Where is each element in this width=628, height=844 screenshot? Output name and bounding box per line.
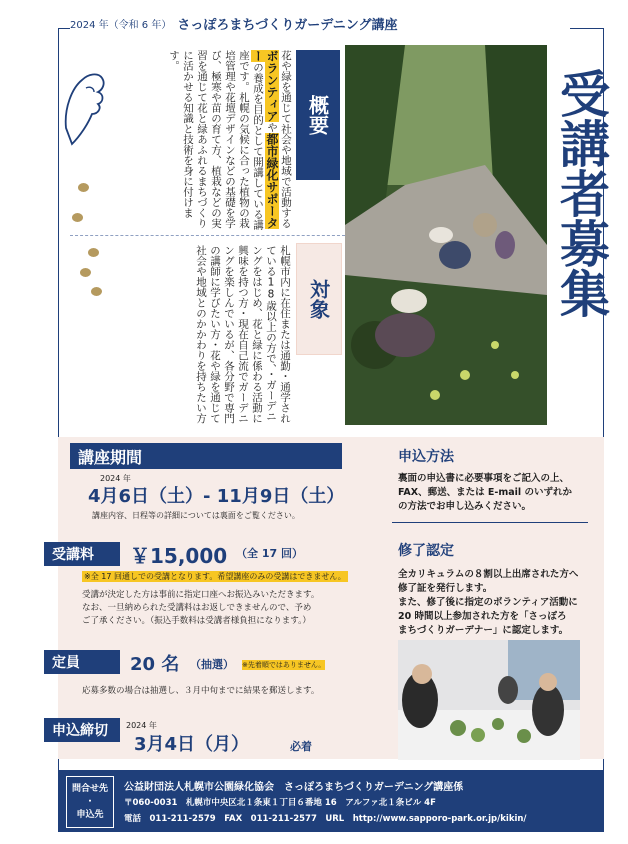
capacity-note: ※先着順ではありません。 [242, 661, 326, 669]
target-tab: 対象 [296, 243, 342, 355]
overview-text [125, 50, 293, 230]
footer-contact: 電話 011-211-2579 FAX 011-211-2577 URL http://www.sapporo-park.or.jp/kikin/ [124, 814, 527, 824]
seed-icon [80, 268, 91, 277]
overview-line: 知識と技術を身に付けます。 [168, 50, 194, 218]
overview-line: 植栽などの実習を通じて花と緑 [196, 50, 222, 229]
period-dates: 4月6日（土）- 11月9日（土） [88, 486, 345, 507]
apply-title: 申込方法 [398, 449, 454, 465]
overview-line: 管理や花壇デザインなどの基礎 [224, 60, 236, 208]
header [70, 12, 570, 34]
seed-icon [88, 248, 99, 257]
footer-org: 公益財団法人札幌市公園緑化協会 さっぽろまちづくりガーデニング講座係 [124, 782, 464, 793]
cert-line: 修了証を発行します。 [398, 583, 493, 594]
right-divider [392, 522, 588, 523]
fee-highlight-note: ※全 17 回通しでの受講となります。希望講座のみの受講はできません。 [84, 572, 346, 581]
overview-line: の [252, 62, 264, 73]
seed-icon [78, 183, 89, 192]
fee-line: ご了承ください。（振込手数料は受講者様負担になります。） [82, 616, 311, 626]
period-year: 2024 年 [100, 474, 131, 483]
overview-line: 講座です。 [238, 50, 264, 230]
capacity-line: 応募多数の場合は抽選し、３月中旬までに結果を郵送します。 [82, 686, 320, 696]
contact-footer [58, 770, 604, 832]
capacity-type: （抽選） [190, 658, 234, 671]
apply-line: FAX、郵送、または E-mail のいずれか [398, 487, 572, 498]
fee-bar: 受講料 [44, 542, 120, 566]
target-line: 緑に係わる活動に興味を持つ方 [237, 245, 263, 424]
deadline-date: 3月4日（月） [134, 734, 250, 755]
contact-tag-line: ・ [85, 796, 95, 807]
overview-line: を学び、極寒や苗の育て方、 [210, 50, 236, 229]
cert-line: 全カリキュラムの８割以上出席された方へ [398, 569, 579, 580]
target-line: ・ガーデニングをはじめ、花と [251, 245, 277, 422]
target-text [140, 245, 292, 425]
overview-line: 花や緑を通じて社会や地域で活 [280, 50, 292, 197]
deadline-suffix: 必着 [290, 740, 312, 753]
fee-count: （全 17 回） [236, 547, 303, 560]
overview-tab: 概要 [296, 50, 340, 180]
overview-line: あふれるまちづくりに活かせる [182, 50, 208, 229]
section-divider [70, 235, 345, 236]
header-title: さっぽろまちづくりガーデニング講座 [177, 17, 398, 33]
fee-amount: ￥15,000 [130, 544, 228, 568]
overview-line: 養成を目的として開講している [252, 72, 264, 220]
period-note: 講座内容、日程等の詳細については裏面をご覧ください。 [92, 511, 300, 520]
cert-line: まちづくりガーデナー」に認定します。 [398, 625, 569, 636]
overview-line: や [266, 122, 278, 133]
target-line: のかかわりを持ちたい方 [195, 308, 207, 424]
cert-line: 20 時間以上参加された方を「さっぽろ [398, 611, 567, 622]
cert-line: また、修了後に指定のボランティア活動に [398, 597, 578, 608]
cert-title: 修了認定 [398, 543, 454, 559]
target-line: 楽しんでいるが、各分野で専門 [223, 276, 235, 424]
overview-line: 動する [280, 197, 292, 229]
recruitment-title: 受講者募集 [552, 68, 610, 318]
highlight-supporter: 都市緑化サポーター [251, 50, 279, 229]
deadline-year: 2024 年 [126, 721, 157, 730]
apply-line: 裏面の申込書に必要事項をご記入の上、 [398, 473, 570, 484]
contact-tag-line: 問合せ先 [71, 783, 108, 794]
period-bar: 講座期間 [70, 443, 342, 469]
hand-illustration [58, 58, 118, 148]
footer-address: 〒060-0031 札幌市中央区北１条東１丁目６番地 16 アルファ北１条ビル 4F [124, 798, 436, 808]
contact-tag [66, 776, 114, 828]
target-line: 札幌市内に在住または通勤・通 [279, 245, 291, 392]
fee-line: 受講が決定した方は事前に指定口座へお振込みいただきます。 [82, 590, 320, 600]
capacity-bar: 定員 [44, 650, 120, 674]
deadline-bar: 申込締切 [44, 718, 120, 742]
seed-icon [91, 287, 102, 296]
garden-photo [345, 45, 547, 425]
capacity-number: 20 名 [130, 654, 180, 675]
highlight-volunteer: ボランティア [265, 50, 279, 122]
header-year: 2024 年（令和 6 年） [70, 19, 172, 31]
target-line: 学されている18歳以上の方で、 [265, 245, 291, 424]
classroom-photo [398, 640, 580, 760]
apply-line: の方法でお申し込みください。 [398, 501, 532, 512]
overview-line: 札幌の気候に合った植物の栽培 [224, 50, 250, 229]
target-line: の講師に学びたい方 [209, 245, 221, 340]
seed-icon [72, 213, 83, 222]
fee-line: なお、一旦納められた受講料はお返しできませんので、予め [82, 603, 312, 613]
target-line: ・花や緑を通じて社会や地域と [195, 245, 221, 424]
target-line: ・現在自己流でガーデニングを [223, 245, 249, 424]
contact-tag-line: 申込先 [76, 809, 104, 820]
